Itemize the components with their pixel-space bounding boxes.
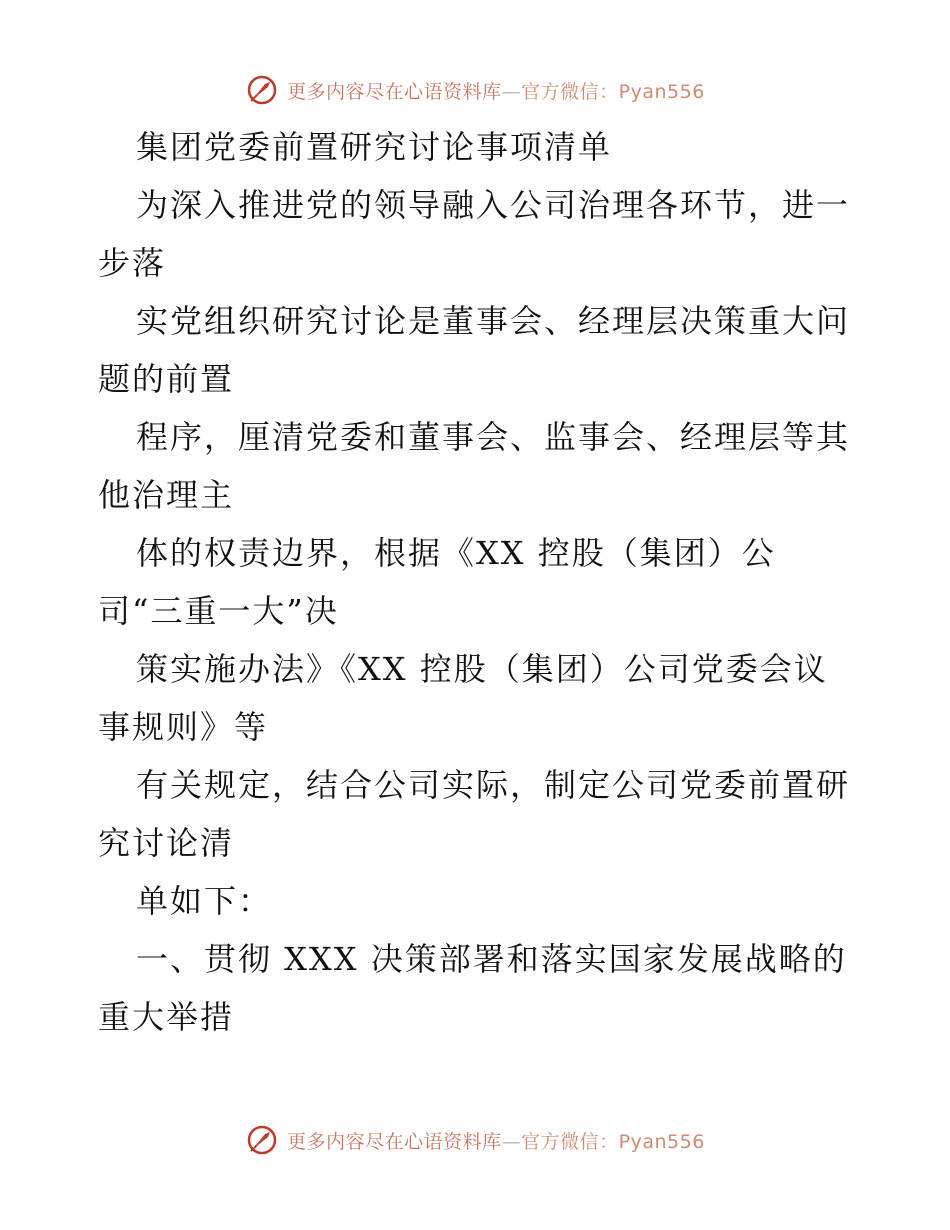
- doc-line: 事规则》等: [98, 708, 269, 746]
- doc-line: 程序，厘清党委和董事会、监事会、经理层等其: [136, 418, 851, 456]
- watermark-contact: 官方微信：Pyan556: [521, 80, 705, 103]
- watermark-separator: —: [501, 80, 522, 103]
- document-body: [98, 118, 858, 1046]
- watermark-text: [287, 77, 705, 104]
- doc-line: 题的前置: [98, 360, 235, 398]
- header-watermark-banner: [0, 70, 950, 110]
- doc-line: 他治理主: [98, 476, 235, 514]
- doc-line: 司“三重一大”决: [98, 592, 339, 630]
- watermark-main: 更多内容尽在心语资料库: [287, 80, 502, 103]
- watermark-text: [287, 1127, 705, 1154]
- doc-line: 实党组织研究讨论是董事会、经理层决策重大问: [136, 302, 851, 340]
- watermark-main: 更多内容尽在心语资料库: [287, 1130, 502, 1153]
- footer-watermark-banner: [0, 1120, 950, 1160]
- quill-logo-icon: [245, 1123, 279, 1157]
- doc-line: 体的权责边界，根据《XX 控股（集团）公: [136, 534, 776, 572]
- doc-line: 为深入推进党的领导融入公司治理各环节，进一: [136, 186, 851, 224]
- doc-line: 重大举措: [98, 998, 235, 1036]
- doc-line: 单如下：: [136, 882, 273, 920]
- doc-line: 集团党委前置研究讨论事项清单: [136, 128, 613, 166]
- doc-line: 有关规定，结合公司实际，制定公司党委前置研: [136, 766, 851, 804]
- doc-line: 究讨论清: [98, 824, 235, 862]
- watermark-separator: —: [501, 1130, 522, 1153]
- doc-line: 一、贯彻 XXX 决策部署和落实国家发展战略的: [136, 940, 847, 978]
- quill-logo-icon: [245, 73, 279, 107]
- doc-line: 策实施办法》《XX 控股（集团）公司党委会议: [136, 650, 828, 688]
- doc-line: 步落: [98, 244, 167, 282]
- watermark-contact: 官方微信：Pyan556: [521, 1130, 705, 1153]
